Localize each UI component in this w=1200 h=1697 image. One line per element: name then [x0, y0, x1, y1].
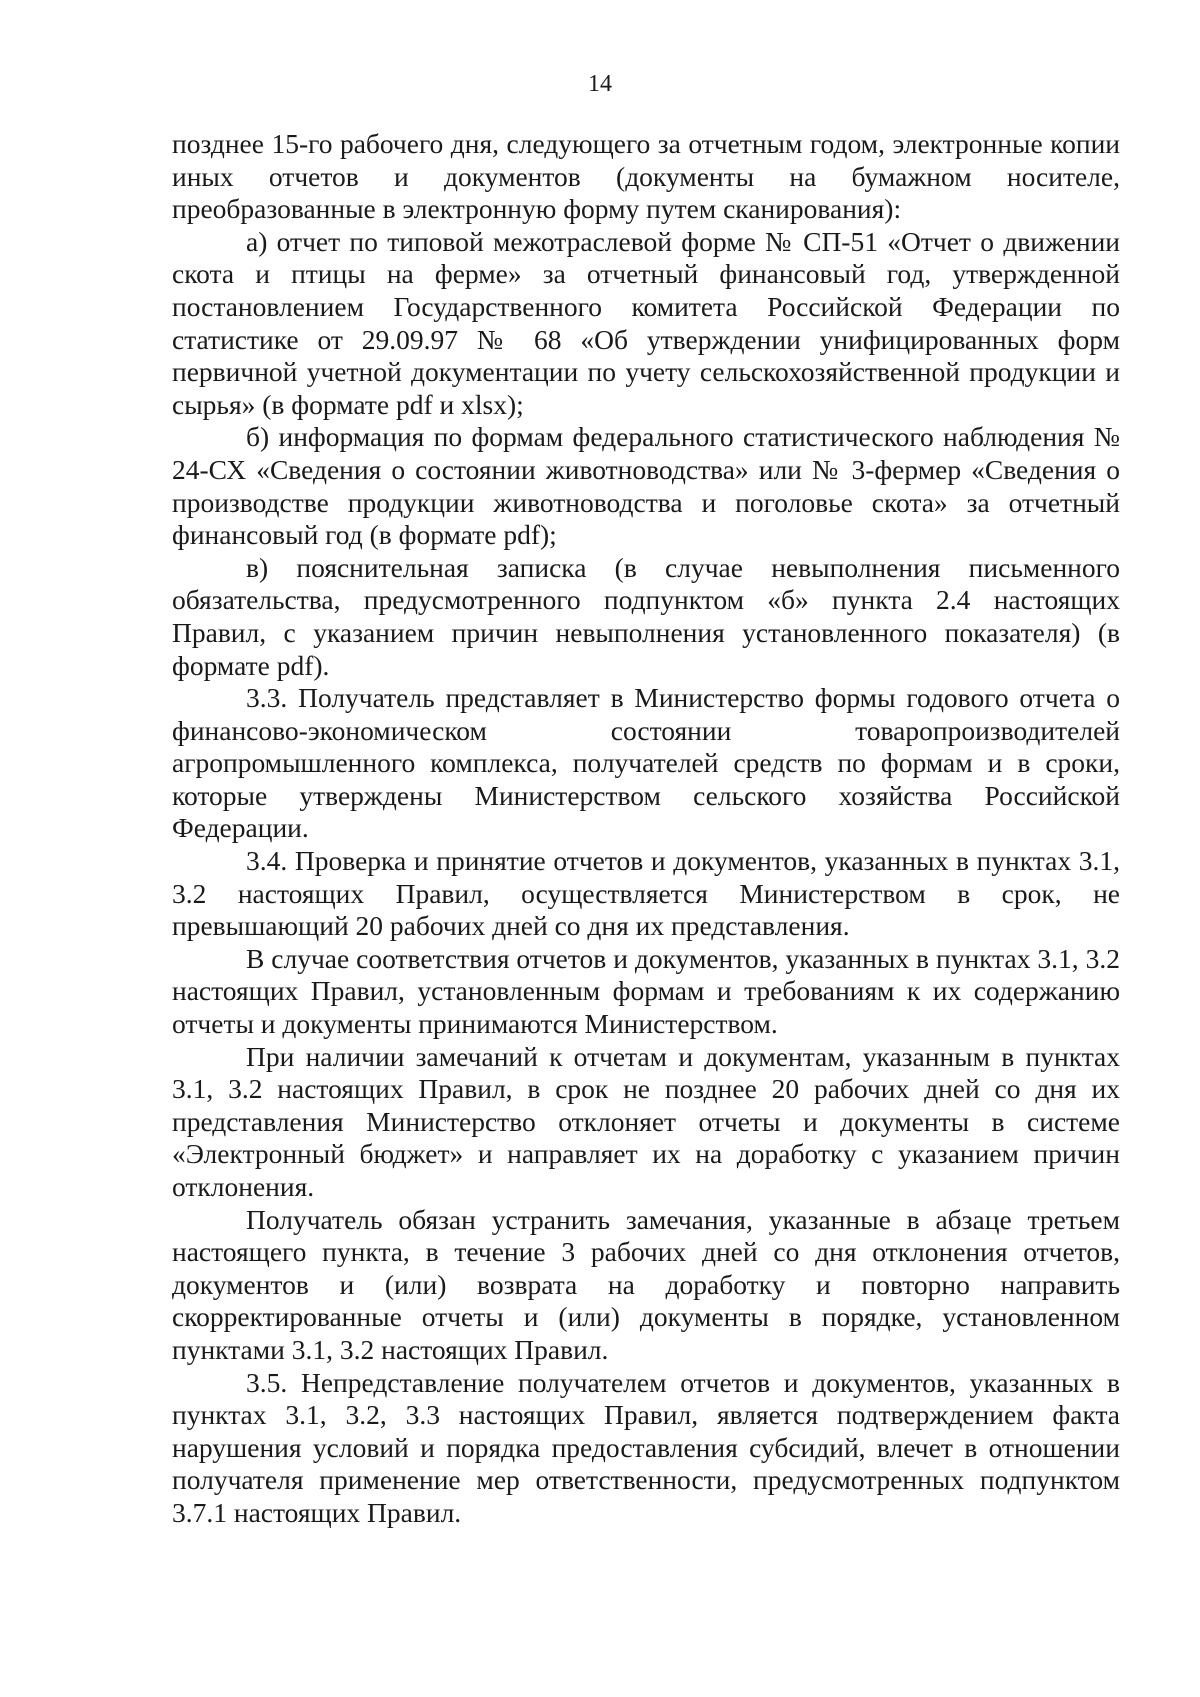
- paragraph-item-b: б) информация по формам федерального статистического наблюдения № 24-СХ «Сведения о состоянии животноводства» или № 3-фермер «Сведения о производстве продукции животноводства и поголовье скота» за отчетный финансовый год (в формате pdf);: [172, 421, 1120, 551]
- document-body: [172, 128, 1120, 1530]
- paragraph-3-4-acceptance: В случае соответствия отчетов и документов, указанных в пунктах 3.1, 3.2 настоящих Правил, установленным формам и требованиям к их содержанию отчеты и документы принимаются Министерством.: [172, 942, 1120, 1040]
- paragraph-3-4-correction: Получатель обязан устранить замечания, указанные в абзаце третьем настоящего пункта, в течение 3 рабочих дней со дня отклонения отчетов, документов и (или) возврата на доработку и повторно направить скорректированные отчеты и (или) документы в порядке, установленном пунктами 3.1, 3.2 настоящих Правил.: [172, 1203, 1120, 1365]
- paragraph-item-a: а) отчет по типовой межотраслевой форме № СП-51 «Отчет о движении скота и птицы на ферме» за отчетный финансовый год, утвержденной постановлением Государственного комитета Российской Федерации по статистике от 29.09.97 № 68 «Об утверждении унифицированных форм первичной учетной документации по учету сельскохозяйственной продукции и сырья» (в формате pdf и xlsx);: [172, 225, 1120, 420]
- paragraph-item-v: в) пояснительная записка (в случае невыполнения письменного обязательства, предусмотренного подпунктом «б» пункта 2.4 настоящих Правил, с указанием причин невыполнения установленного показателя) (в формате pdf).: [172, 551, 1120, 681]
- paragraph-continuation: позднее 15-го рабочего дня, следующего за отчетным годом, электронные копии иных отчетов и документов (документы на бумажном носителе, преобразованные в электронную форму путем сканирования):: [172, 128, 1120, 225]
- paragraph-3-4-remarks: При наличии замечаний к отчетам и документам, указанным в пунктах 3.1, 3.2 настоящих Правил, в срок не позднее 20 рабочих дней со дня их представления Министерство отклоняет отчеты и документы в системе «Электронный бюджет» и направляет их на доработку с указанием причин отклонения.: [172, 1040, 1120, 1202]
- page-number: 14: [588, 71, 612, 97]
- paragraph-3-4: 3.4. Проверка и принятие отчетов и документов, указанных в пунктах 3.1, 3.2 настоящих Правил, осуществляется Министерством в срок, не превышающий 20 рабочих дней со дня их представления.: [172, 845, 1120, 942]
- paragraph-3-5: 3.5. Непредставление получателем отчетов и документов, указанных в пунктах 3.1, 3.2, 3.3 настоящих Правил, является подтверждением факта нарушения условий и порядка предоставления субсидий, влечет в отношении получателя применение мер ответственности, предусмотренных подпунктом 3.7.1 настоящих Правил.: [172, 1366, 1120, 1528]
- paragraph-3-3: 3.3. Получатель представляет в Министерство формы годового отчета о финансово-экономическом состоянии товаропроизводителей агропромышленного комплекса, получателей средств по формам и в сроки, которые утверждены Министерством сельского хозяйства Российской Федерации.: [172, 682, 1120, 844]
